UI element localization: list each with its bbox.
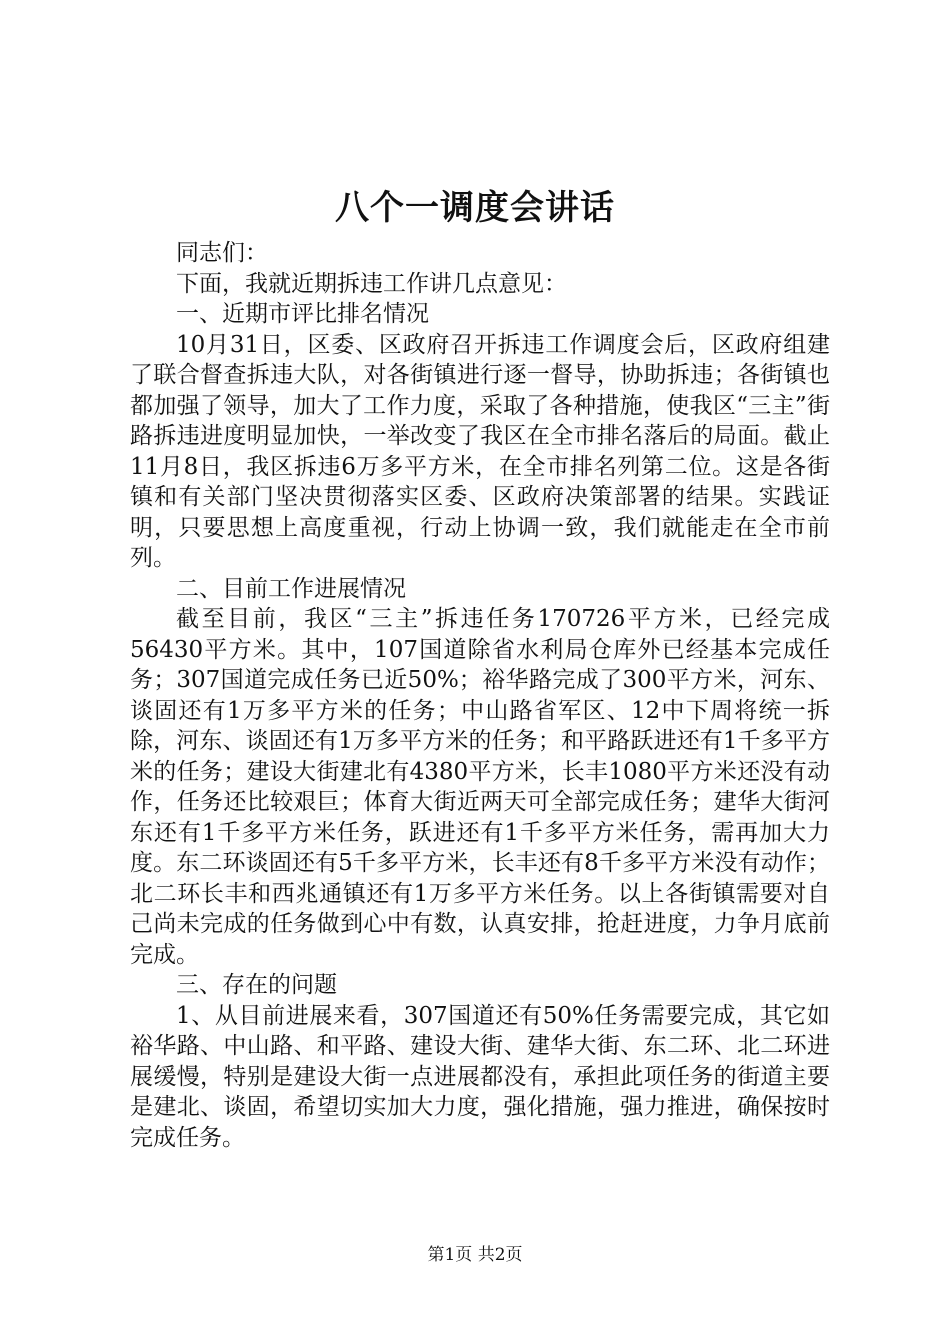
section-heading-2: 二、目前工作进展情况 — [176, 575, 406, 602]
document-body — [130, 238, 830, 1153]
paragraph-intro: 下面，我就近期拆违工作讲几点意见： — [176, 270, 567, 297]
section-heading-3: 三、存在的问题 — [176, 972, 337, 998]
paragraph-salutation: 同志们： — [176, 240, 268, 266]
page-footer: 第1页 共2页 — [427, 1245, 523, 1265]
paragraph-section-1: 10月31日，区委、区政府召开拆违工作调度会后，区政府组建了联合督查拆违大队，对各街镇进行逐一督导，协助拆违；各街镇也都加强了领导，加大了工作力度，采取了各种措施，使我区“三主”街路拆违进度明显加快，一举改变了我区在全市排名落后的局面。截止11月8日，我区拆违6万多平方米，在全市排名列第二位。这是各街镇和有关部门坚决贯彻落实区委、区政府决策部署的结果。实践证明，只要思想上高度重视，行动上协调一致，我们就能走在全市前列。 — [130, 331, 830, 571]
document-title: 八个一调度会讲话 — [335, 188, 615, 228]
paragraph-section-3-item-1: 1、从目前进展来看，307国道还有50%任务需要完成，其它如裕华路、中山路、和平路、建设大街、建华大街、东二环、北二环进展缓慢，特别是建设大街一点进展都没有，承担此项任务的街道主要是建北、谈固，希望切实加大力度，强化措施，强力推进，确保按时完成任务。 — [130, 1002, 830, 1151]
paragraph-section-2: 截至目前，我区“三主”拆违任务170726平方米，已经完成56430平方米。其中，107国道除省水利局仓库外已经基本完成任务；307国道完成任务已近50%；裕华路完成了300平方米，河东、谈固还有1万多平方米的任务；中山路省军区、12中下周将统一拆除，河东、谈固还有1万多平方米的任务；和平路跃进还有1千多平方米的任务；建设大街建北有4380平方米，长丰1080平方米还没有动作，任务还比较艰巨；体育大街近两天可全部完成任务；建华大街河东还有1千多平方米任务，跃进还有1千多平方米任务，需再加大力度。东二环谈固还有5千多平方米，长丰还有8千多平方米没有动作；北二环长丰和西兆通镇还有1万多平方米任务。以上各街镇需要对自己尚未完成的任务做到心中有数，认真安排，抢赶进度，力争月底前完成。 — [130, 606, 830, 968]
section-heading-1: 一、近期市评比排名情况 — [176, 301, 429, 327]
